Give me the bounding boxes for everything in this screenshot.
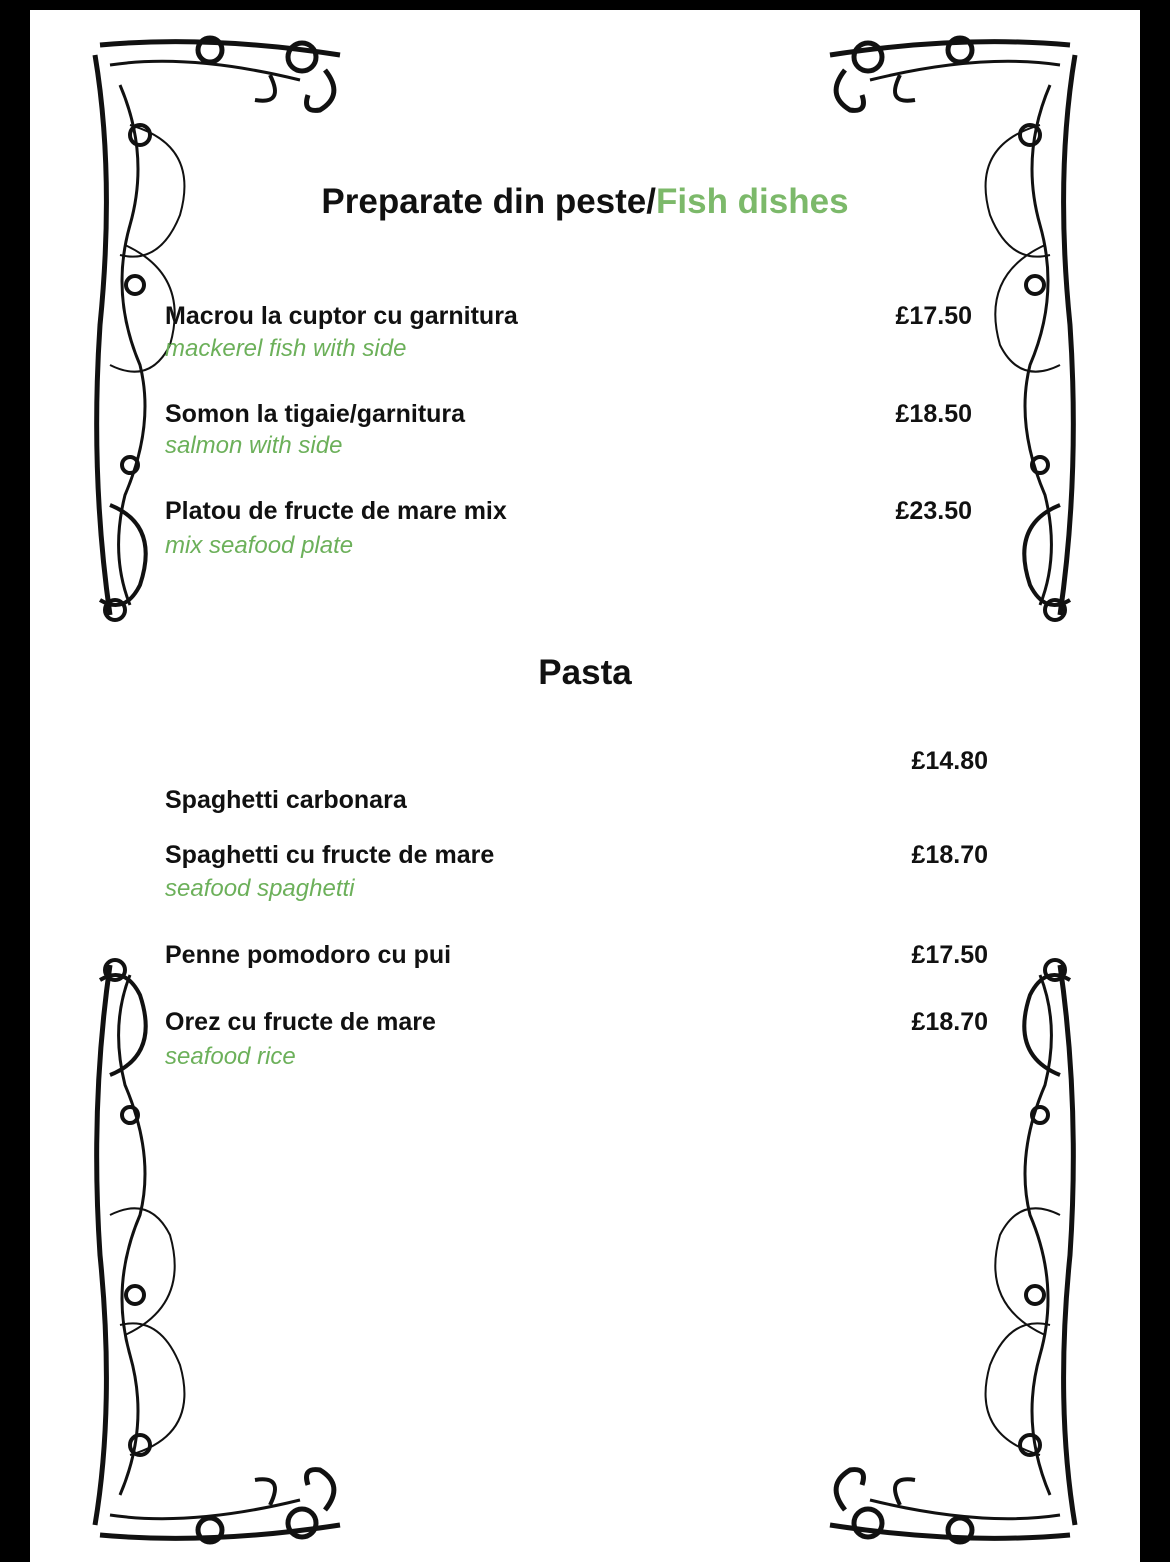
fish-item-name: Platou de fructe de mare mix xyxy=(165,497,507,525)
pasta-item-price: £18.70 xyxy=(911,1008,988,1036)
fish-item-price: £23.50 xyxy=(895,497,972,525)
fish-item-desc: salmon with side xyxy=(165,432,343,459)
pasta-item-name: Orez cu fructe de mare xyxy=(165,1008,436,1036)
pasta-item-price: £18.70 xyxy=(911,841,988,869)
fish-title-accent: Fish dishes xyxy=(656,182,849,221)
pasta-item-desc: seafood rice xyxy=(165,1043,296,1070)
fish-item-name: Somon la tigaie/garnitura xyxy=(165,400,466,428)
fish-item-name: Macrou la cuptor cu garnitura xyxy=(165,302,518,330)
pasta-item-name: Penne pomodoro cu pui xyxy=(165,941,452,969)
fish-item-desc: mix seafood plate xyxy=(165,532,354,559)
pasta-item-price: £17.50 xyxy=(911,941,988,969)
pasta-section-title: Pasta xyxy=(538,653,632,692)
fish-section-title xyxy=(30,182,1140,222)
fish-item-desc: mackerel fish with side xyxy=(165,335,407,362)
fish-item-price: £17.50 xyxy=(895,302,972,330)
pasta-item-name: Spaghetti cu fructe de mare xyxy=(165,841,495,869)
fish-title-main: Preparate din peste/ xyxy=(321,182,656,221)
pasta-item-desc: seafood spaghetti xyxy=(165,875,355,902)
top-right-ornament xyxy=(800,25,1100,645)
fish-item-price: £18.50 xyxy=(895,400,972,428)
menu-page xyxy=(30,10,1140,1562)
pasta-item-price: £14.80 xyxy=(911,747,988,775)
pasta-item-name: Spaghetti carbonara xyxy=(165,786,407,814)
